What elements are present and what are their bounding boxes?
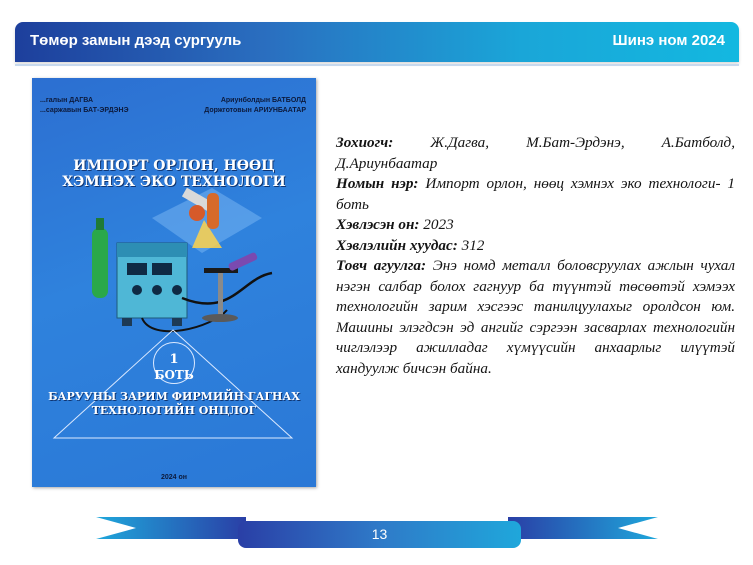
year-value: 2023	[423, 216, 454, 233]
cover-author: Ариунболдын БАТБОЛД	[220, 97, 306, 104]
title-value: Импорт орлон, нөөц хэмнэх эко технологи- 1 боть	[336, 175, 735, 213]
title-line	[336, 174, 735, 215]
summary-label: Товч агуулга:	[336, 257, 427, 274]
cover-author: Доржготовын АРИУНБААТАР	[204, 107, 306, 114]
book-details	[336, 133, 735, 379]
summary-line	[336, 256, 735, 379]
header-divider	[15, 64, 739, 66]
year-line	[336, 215, 735, 236]
book-cover-image	[32, 78, 316, 487]
header-bar	[15, 22, 739, 62]
cover-authors-right	[204, 96, 306, 116]
pages-line	[336, 236, 735, 257]
year-label: Хэвлэсэн он:	[336, 216, 420, 233]
cover-series-line: ТЕХНОЛОГИЙН ОНЦЛОГ	[91, 404, 257, 417]
author-label: Зохиогч:	[336, 134, 394, 151]
cover-volume-label: БОТЬ	[154, 368, 194, 382]
institution-title: Төмөр замын дээд сургууль	[30, 32, 242, 49]
welding-illustration	[32, 78, 316, 487]
cover-series-line: БАРУУНЫ ЗАРИМ ФИРМИЙН ГАГНАХ	[48, 390, 300, 403]
page-number-badge	[238, 521, 521, 548]
cover-title-line: ИМПОРТ ОРЛОН, НӨӨЦ	[73, 158, 275, 174]
cover-year: 2024 он	[160, 474, 188, 481]
cover-authors-left	[40, 96, 129, 116]
cover-title-line: ХЭМНЭХ ЭКО ТЕХНОЛОГИ	[62, 174, 286, 190]
author-value: Ж.Дагва, М.Бат-Эрдэнэ, А.Батболд, Д.Ариунбаатар	[336, 134, 735, 172]
pages-label: Хэвлэлийн хуудас:	[336, 236, 458, 254]
title-label: Номын нэр:	[336, 175, 419, 192]
pages-value: 312	[461, 236, 485, 254]
cover-volume-number: 1	[169, 352, 179, 367]
author-line	[336, 133, 735, 174]
cover-title	[32, 158, 316, 190]
cover-author: ...галын ДАГВА	[40, 97, 94, 104]
page-number: 13	[371, 526, 388, 542]
new-books-title: Шинэ ном 2024	[612, 32, 725, 49]
summary-value: Энэ номд металл боловсруулах ажлын чухал нэгэн салбар болох гагнуур ба түүнтэй төсөөтэй хэмээх технологийн зарим хэсгээс танилцуулахыг оролдсон юм. Машины элэгдсэн эд ангийг сэргээн засварлах технологийн чиглэлээр ажилладаг хүмүүсийн анхаарлыг илүүтэй хандуулж бичсэн байна.	[336, 257, 736, 377]
cover-series	[32, 390, 316, 418]
cover-author: ...саржавын БАТ-ЭРДЭНЭ	[40, 107, 129, 114]
